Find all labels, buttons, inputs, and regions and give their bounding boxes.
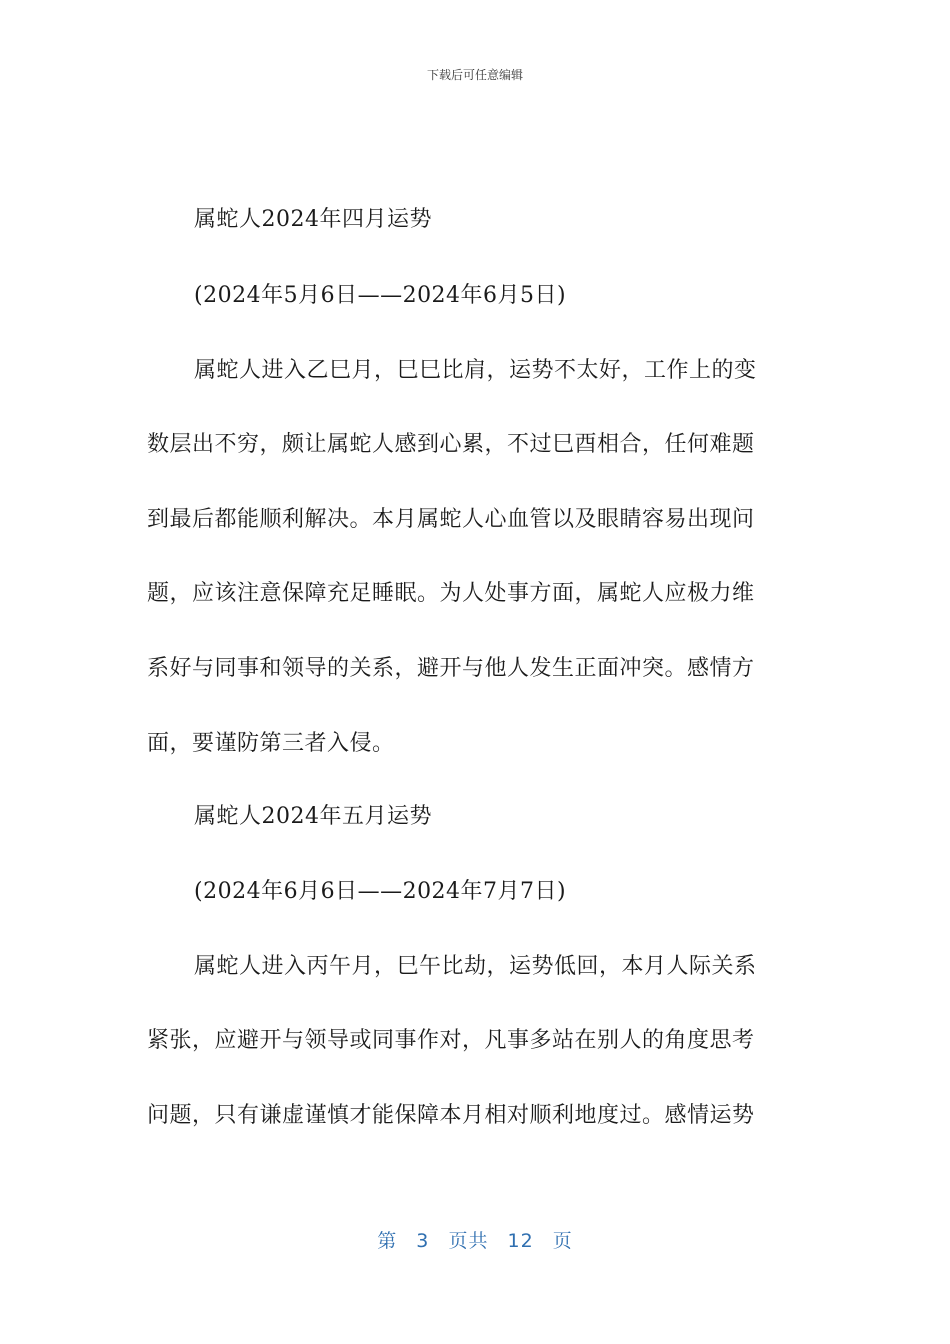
paragraph-line: 系好与同事和领导的关系，避开与他人发生正面冲突。感情方 [147, 656, 755, 681]
footer-prefix: 第 [377, 1230, 398, 1252]
paragraph-line: 问题，只有谦虚谨慎才能保障本月相对顺利地度过。感情运势 [147, 1103, 755, 1128]
footer-suffix: 页 [552, 1230, 573, 1252]
section-title: 属蛇人2024年四月运势 [194, 207, 432, 232]
paragraph-line: 紧张，应避开与领导或同事作对，凡事多站在别人的角度思考 [147, 1028, 755, 1053]
paragraph-line: 到最后都能顺利解决。本月属蛇人心血管以及眼睛容易出现问 [147, 507, 755, 532]
paragraph-line: 面，要谨防第三者入侵。 [147, 731, 395, 756]
footer-total-pages: 12 [507, 1230, 534, 1252]
footer-current-page: 3 [416, 1230, 430, 1252]
footer-middle: 页共 [448, 1230, 489, 1252]
section-date-range: (2024年5月6日——2024年6月5日) [194, 283, 567, 308]
page-footer [0, 1226, 950, 1253]
paragraph-line: 属蛇人进入乙巳月，巳巳比肩，运势不太好，工作上的变 [194, 358, 757, 383]
paragraph-line: 数层出不穷，颇让属蛇人感到心累，不过巳酉相合，任何难题 [147, 432, 755, 457]
section-date-range: (2024年6月6日——2024年7月7日) [194, 879, 567, 904]
section-title: 属蛇人2024年五月运势 [194, 804, 432, 829]
paragraph-line: 题，应该注意保障充足睡眠。为人处事方面，属蛇人应极力维 [147, 581, 755, 606]
paragraph-line: 属蛇人进入丙午月，巳午比劫，运势低回，本月人际关系 [194, 954, 757, 979]
page-header: 下载后可任意编辑 [426, 68, 523, 82]
